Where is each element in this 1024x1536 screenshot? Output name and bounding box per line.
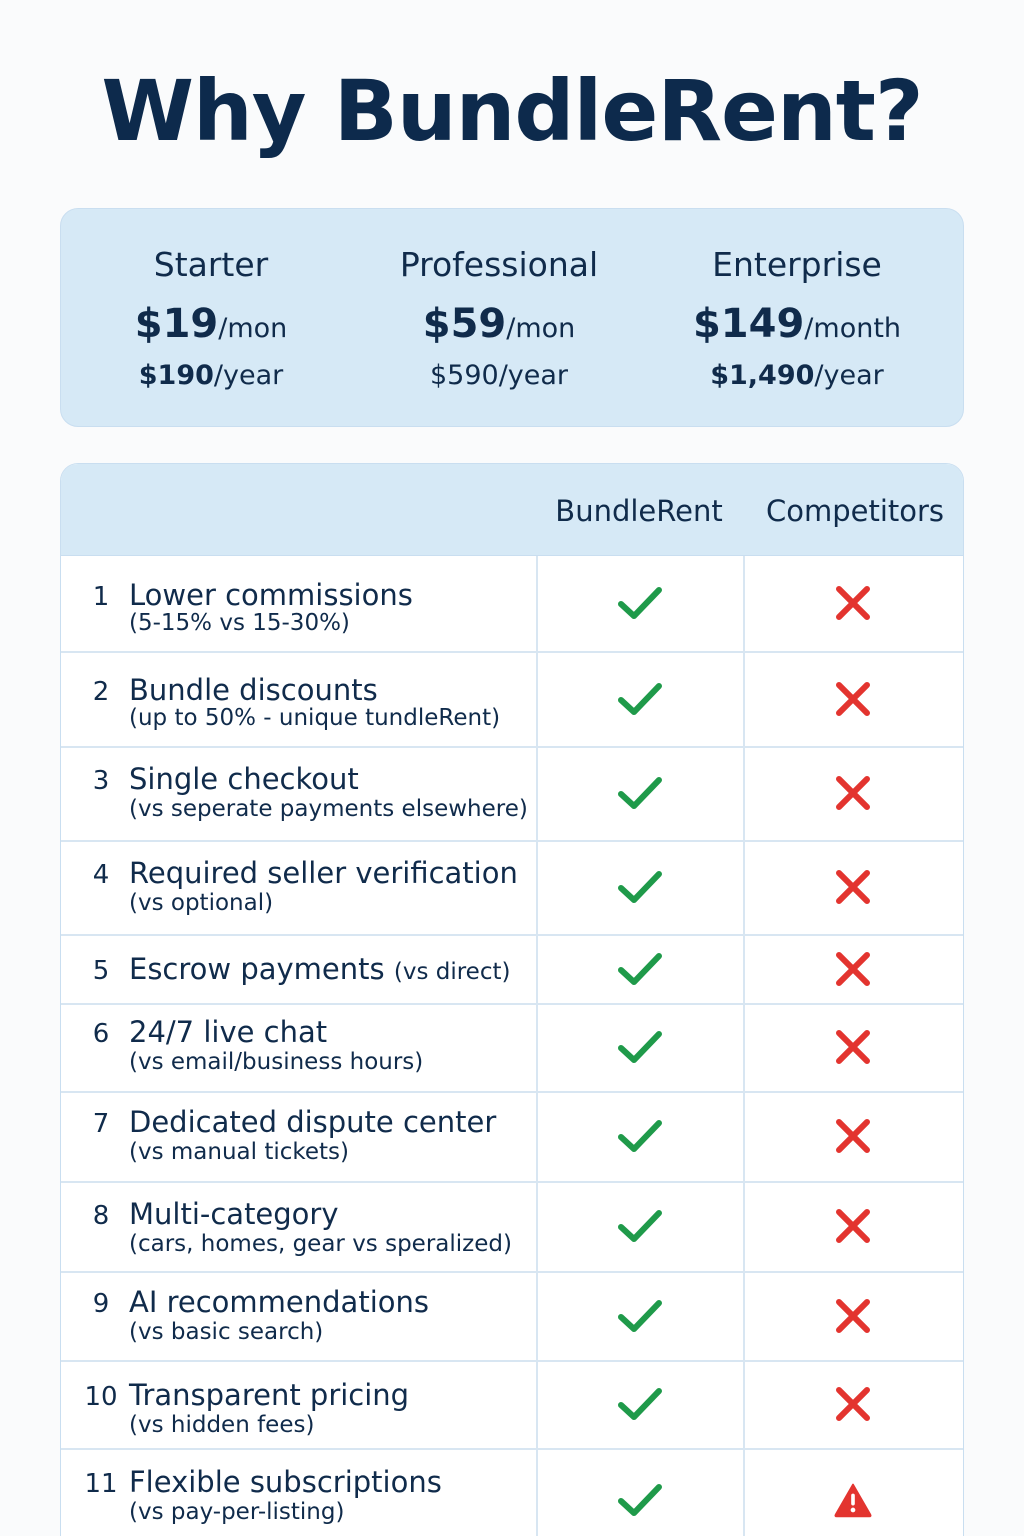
comparison-table [60,463,964,1536]
check-icon [616,1384,664,1424]
feature-subtitle: (vs optional) [129,890,274,916]
check-icon [616,583,664,623]
table-row [61,1450,964,1536]
plan-name: Enterprise [712,245,882,284]
check-icon [616,679,664,719]
feature-subtitle: (vs basic search) [129,1319,324,1345]
feature-subtitle: (vs email/business hours) [129,1049,424,1075]
plan-monthly-price: $19/mon [134,301,288,347]
table-row [61,1005,964,1093]
warning-icon [833,1480,873,1520]
feature-title: Flexible subscriptions [129,1465,442,1499]
check-icon [616,1116,664,1156]
row-number: 6 [92,1019,110,1049]
row-number: 11 [84,1469,118,1499]
feature-subtitle: (vs hidden fees) [129,1412,315,1438]
cross-icon [833,583,873,623]
feature-subtitle: (5-15% vs 15-30%) [129,610,350,636]
row-number: 2 [92,677,110,707]
cross-icon [833,773,873,813]
cross-icon [833,949,873,989]
plan-yearly-price: $190/year [138,360,284,391]
feature-title: Dedicated dispute center [129,1105,497,1139]
row-number: 4 [92,860,110,890]
check-icon [616,867,664,907]
check-icon [616,1027,664,1067]
table-header [61,464,964,556]
table-row [61,1093,964,1183]
feature-title: Multi-category [129,1197,339,1231]
row-number: 10 [84,1382,118,1412]
plan-monthly-price: $59/mon [422,301,576,347]
column-header-competitors: Competitors [765,494,945,528]
cross-icon [833,1296,873,1336]
cross-icon [833,679,873,719]
table-row [61,653,964,748]
check-icon [616,949,664,989]
column-header-bundlerent: BundleRent [555,494,723,528]
row-number: 9 [92,1289,110,1319]
plan-name: Professional [399,245,599,284]
feature-title: Single checkout [129,762,359,796]
pricing-panel [60,208,964,427]
table-row [61,1183,964,1273]
cross-icon [833,1206,873,1246]
feature-note: (vs direct) [393,959,511,985]
check-icon [616,1480,664,1520]
feature-subtitle: (up to 50% - unique tundleRent) [129,705,501,731]
check-icon [616,1296,664,1336]
check-icon [616,1206,664,1246]
table-row [61,842,964,936]
feature-title: AI recommendations [129,1285,429,1319]
check-icon [616,773,664,813]
row-number: 3 [92,766,110,796]
feature-title: 24/7 live chat [129,1015,328,1049]
feature-subtitle: (vs seperate payments elsewhere) [129,796,528,822]
feature-title: Lower commissions [129,578,413,612]
feature-subtitle: (cars, homes, gear vs speralized) [129,1231,512,1257]
row-number: 5 [92,956,110,986]
table-row [61,748,964,842]
row-number: 8 [92,1201,110,1231]
feature-title: Bundle discounts [129,673,378,707]
table-row [61,936,964,1005]
plan-name: Starter [153,245,269,284]
cross-icon [833,1116,873,1156]
plan-yearly-price: $590/year [429,360,569,391]
table-row [61,1362,964,1450]
feature-title: Escrow payments (vs direct) [129,952,511,986]
cross-icon [833,1384,873,1424]
table-row [61,1273,964,1362]
feature-title: Transparent pricing [129,1378,410,1412]
feature-subtitle: (vs pay-per-listing) [129,1499,345,1525]
table-row [61,556,964,653]
cross-icon [833,867,873,907]
page-title: Why BundleRent? [101,62,923,160]
cross-icon [833,1027,873,1067]
row-number: 1 [92,582,110,612]
plan-monthly-price: $149/month [692,301,902,347]
plan-yearly-price: $1,490/year [710,360,884,391]
feature-title: Required seller verification [129,856,518,890]
row-number: 7 [92,1109,110,1139]
feature-subtitle: (vs manual tickets) [129,1139,350,1165]
